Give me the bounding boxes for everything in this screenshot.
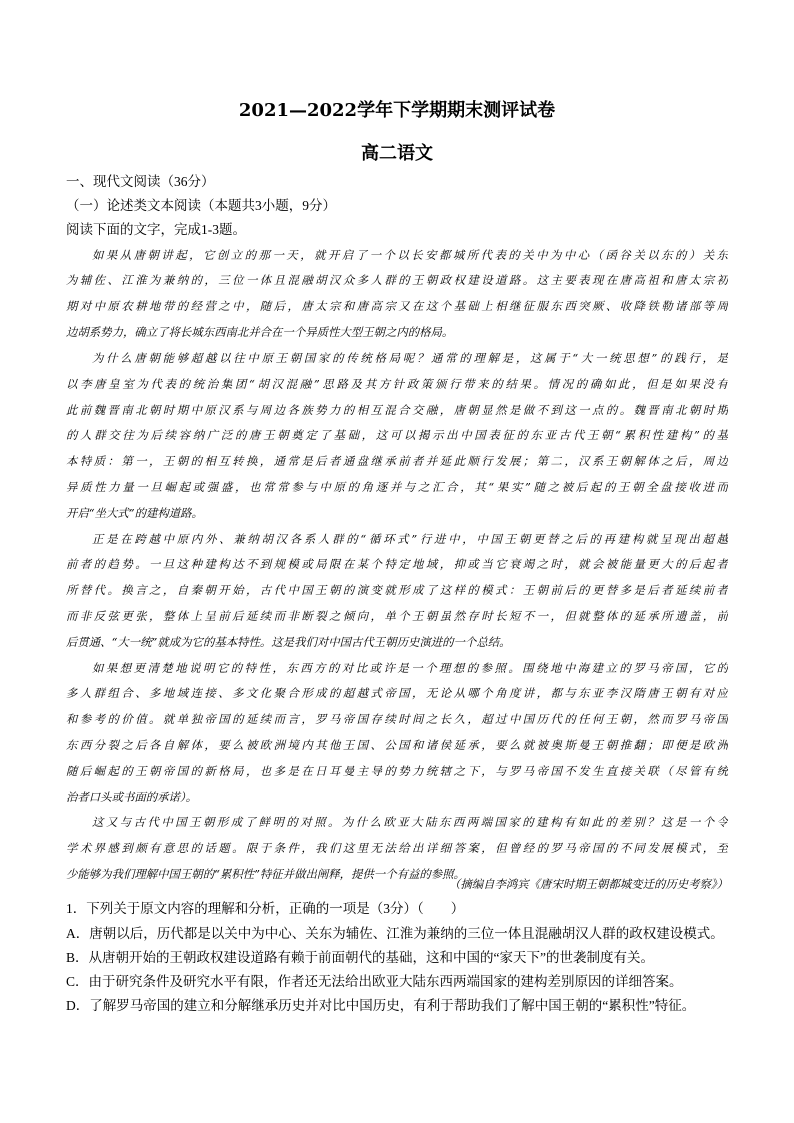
passage-line: 所替代。换言之，自秦朝开始，古代中国王朝的演变就形成了这样的模式：王朝前后的更替多是后者延续前者 [66,583,728,597]
passage-line: 本特质：第一，王朝的相互转换，通常是后者通盘继承前者并延此顺行发展；第二，汉系王朝解体之后，周边 [66,454,728,468]
passage-line: 开启“坐大式”的建构道路。 [66,506,203,520]
passage-line: 为什么唐朝能够超越以往中原王朝国家的传统格局呢？通常的理解是，这属于“大一统思想”的践行，是 [92,351,728,365]
answer-option-d[interactable]: D．了解罗马帝国的建立和分解继承历史并对比中国历史，有利于帮助我们了解中国王朝的“累积性”特征。 [66,998,696,1013]
passage-line: 的人群交往为后续容纳广泛的唐王朝奠定了基础，这可以揭示出中国表征的东亚古代王朝“累积性建构”的基 [66,428,728,442]
answer-option-c[interactable]: C．由于研究条件及研究水平有限，作者还无法给出欧亚大陆东西两端国家的建构差别原因的详细答案。 [66,974,683,989]
passage-line: 期对中原农耕地带的经营之中，随后，唐太宗和唐高宗又在这个基础上相继征服东西突厥、收降铁勒诸部等周 [66,299,728,313]
passage-line: 多人群组合、多地域连接、多文化聚合形成的超越式帝国，无论从哪个角度讲，都与东亚李汉隋唐王朝有对应 [66,686,728,700]
passage-line: 随后崛起的王朝帝国的新格局，也多是在日耳曼主导的势力统辖之下，与罗马帝国不发生直接关联（尽管有统 [66,764,728,778]
passage-line: 此前魏晋南北朝时期中原汉系与周边各族势力的相互混合交融，唐朝显然是做不到这一点的。魏晋南北朝时期 [66,403,728,417]
passage-line: 如果从唐朝讲起，它创立的那一天，就开启了一个以长安都城所代表的关中为中心（函谷关以东的）关东 [92,248,728,262]
reading-instruction: 阅读下面的文字，完成1-3题。 [66,222,246,237]
passage-line: 异质性力量一旦崛起或强盛，也常常参与中原的角逐并与之汇合，其“果实”随之被后起的王朝全盘接收进而 [66,480,728,494]
exam-subtitle: 高二语文 [361,143,433,164]
question-stem: 1．下列关于原文内容的理解和分析，正确的一项是（3分）（ ） [66,901,465,916]
passage-line: 以李唐皇室为代表的统治集团“胡汉混融”思路及其方针政策颁行带来的结果。情况的确如此，但是如果没有 [66,377,728,391]
passage-line: 后贯通、“大一统”就成为它的基本特性。这是我们对中国古代王朝历史演进的一个总结。 [66,635,511,649]
passage-line: 边胡系势力，确立了将长城东西南北并合在一个异质性大型王朝之内的格局。 [66,325,454,339]
passage-line: 前者的趋势。一旦这种建构达不到规模或局限在某个特定地域，抑或当它衰竭之时，就会被能量更大的后起者 [66,557,728,571]
passage-line: 治者口头或书面的承诺）。 [66,790,197,804]
passage-line: 和参考的价值。就单独帝国的延续而言，罗马帝国存续时间之长久，超过中国历代的任何王朝，然而罗马帝国 [66,712,728,726]
passage-line: 正是在跨越中原内外、兼纳胡汉各系人群的“循环式”行进中，中国王朝更替之后的再建构就呈现出超越 [92,532,728,546]
passage-line: 这又与古代中国王朝形成了鲜明的对照。为什么欧亚大陆东西两端国家的建构有如此的差别？这是一个令 [92,815,728,829]
passage-line: 少能够为我们理解中国王朝的“累积性”特征并做出阐释，提供一个有益的参照。 [66,867,465,881]
subsection-heading: （一）论述类文本阅读（本题共3小题，9分） [66,198,336,213]
answer-option-b[interactable]: B．从唐朝开始的王朝政权建设道路有赖于前面朝代的基础，这和中国的“家天下”的世袭制度有关。 [66,950,654,965]
answer-option-a[interactable]: A．唐朝以后，历代都是以关中为中心、关东为辅佐、江淮为兼纳的三位一体且混融胡汉人群的政权建设模式。 [66,926,724,941]
passage-line: 如果想更清楚地说明它的特性，东西方的对比或许是一个理想的参照。围绕地中海建立的罗马帝国，它的 [92,661,728,675]
exam-title: 2021—2022学年下学期期末测评试卷 [238,100,556,121]
passage-line: 为辅佐、江淮为兼纳的，三位一体且混融胡汉众多人群的王朝政权建设道路。这主要表现在唐高祖和唐太宗初 [66,273,728,287]
passage-line: 学术界感到颇有意思的话题。限于条件，我们这里无法给出详细答案，但曾经的罗马帝国的不同发展模式，至 [66,841,728,855]
section-heading: 一、现代文阅读（36分） [66,174,215,189]
passage-source: （摘编自李鸿宾《唐宋时期王朝都城变迁的历史考察》） [448,877,728,891]
passage-line: 东西分裂之后各自解体，要么被欧洲境内其他王国、公国和诸侯延承，要么就被奥斯曼王朝推翻；即便是欧洲 [66,738,728,752]
passage-line: 而非反弦更张，整体上呈前后延续而非断裂之倾向，单个王朝虽然存时长短不一，但就整体的延承所遗盖，前 [66,609,728,623]
